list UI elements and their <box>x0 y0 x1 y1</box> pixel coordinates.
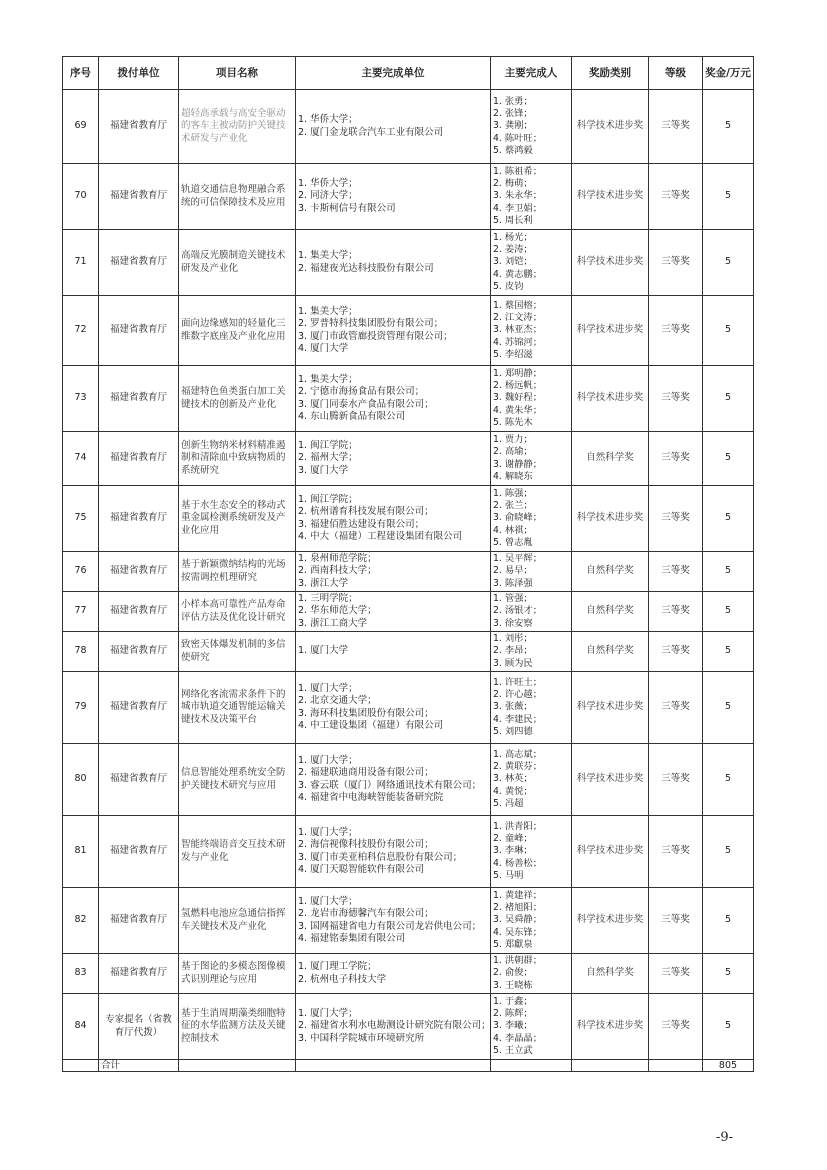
completing-people-line: 1. 郑明静； <box>493 368 543 380</box>
completing-people <box>491 672 572 744</box>
completing-people-line: 1. 高志斌； <box>493 749 543 761</box>
completing-people <box>491 994 572 1060</box>
completing-orgs-line: 4. 中大（福建）工程建设集团有限公司 <box>298 531 463 542</box>
completing-people-line: 2. 张锋； <box>493 108 533 120</box>
allocating-unit: 福建省教育厅 <box>99 954 179 994</box>
table-row <box>63 672 754 744</box>
total-empty-cell <box>649 1060 703 1072</box>
completing-orgs-line: 3. 海环科技集团股份有限公司； <box>298 707 434 719</box>
completing-orgs <box>296 552 491 592</box>
completing-people-line: 2. 陈辉； <box>493 1008 533 1020</box>
project-name: 基于图论的多模态图像模式识别理论与应用 <box>179 954 296 994</box>
completing-people-line: 4. 解晓东 <box>493 470 533 482</box>
total-empty-cell <box>572 1060 649 1072</box>
completing-people-line: 5. 李绍滋 <box>493 348 533 360</box>
project-name: 网络化客流需求条件下的城市轨道交通智能运输关键技术及决策平台 <box>179 672 296 744</box>
row-number: 71 <box>63 230 99 296</box>
completing-orgs <box>296 994 491 1060</box>
completing-orgs-line: 1. 厦门大学； <box>298 754 358 766</box>
completing-orgs-line: 2. 福州大学； <box>298 452 358 464</box>
completing-people <box>491 552 572 592</box>
award-grade: 三等奖 <box>649 432 703 486</box>
allocating-unit: 福建省教育厅 <box>99 486 179 552</box>
completing-people-line: 2. 俞俊； <box>493 967 533 979</box>
completing-people <box>491 954 572 994</box>
project-name: 轨道交通信息物理融合系统的可信保障技术及应用 <box>179 164 296 230</box>
bonus-amount: 5 <box>703 230 754 296</box>
completing-people-line: 5. 曾志胤 <box>493 536 533 548</box>
completing-orgs-line: 4. 东山腾新食品有限公司 <box>298 411 406 422</box>
completing-people-line: 2. 张兰； <box>493 500 533 512</box>
allocating-unit: 专家提名（省教育厅代拨） <box>99 994 179 1060</box>
table-row <box>63 230 754 296</box>
completing-orgs <box>296 632 491 672</box>
table-header-row <box>63 57 754 90</box>
completing-orgs-line: 1. 厦门理工学院； <box>298 961 377 972</box>
table-row <box>63 164 754 230</box>
header-award: 奖励类别 <box>572 57 649 90</box>
completing-orgs-line: 3. 厦门同泰水产食品有限公司； <box>298 398 434 410</box>
allocating-unit: 福建省教育厅 <box>99 744 179 816</box>
completing-people-line: 1. 管强； <box>493 593 533 605</box>
completing-people-line: 1. 洪朝群； <box>493 955 543 967</box>
completing-people-line: 5. 郑獻泉 <box>493 938 533 950</box>
bonus-amount: 5 <box>703 994 754 1060</box>
completing-people-line: 3. 张薇； <box>493 701 533 713</box>
completing-orgs-line: 3. 福建佰胜达建设有限公司； <box>298 518 425 530</box>
award-category: 科学技术进步奖 <box>572 230 649 296</box>
completing-orgs-line: 1. 华侨大学； <box>298 177 358 189</box>
completing-orgs-line: 2. 福建省水利水电勘测设计研究院有限公司； <box>298 1020 491 1032</box>
table-row <box>63 632 754 672</box>
header-orgs: 主要完成单位 <box>296 57 491 90</box>
completing-people-line: 1. 张勇； <box>493 96 533 108</box>
completing-orgs-line: 1. 华侨大学； <box>298 114 358 125</box>
completing-people-line: 5. 陈先木 <box>493 416 533 428</box>
completing-people-line: 1. 杨光； <box>493 232 533 244</box>
completing-people <box>491 230 572 296</box>
completing-people-line: 3. 刘铠； <box>493 256 533 268</box>
table-row <box>63 994 754 1060</box>
award-grade: 三等奖 <box>649 632 703 672</box>
completing-orgs-line: 1. 厦门大学 <box>298 645 349 657</box>
project-name: 信息智能处理系统安全防护关键技术研究与应用 <box>179 744 296 816</box>
completing-people-line: 1. 洪青阳； <box>493 821 543 833</box>
project-name: 福建特色鱼类蛋白加工关键技术的创新及产业化 <box>179 366 296 432</box>
table-row <box>63 954 754 994</box>
completing-orgs-line: 2. 宁德市海扬食品有限公司； <box>298 386 425 397</box>
completing-orgs-line: 4. 福建铭泰集团有限公司 <box>298 933 406 944</box>
completing-people-line: 4. 林祺； <box>493 524 533 536</box>
completing-people-line: 4. 吴东锋； <box>493 926 543 938</box>
completing-people-line: 5. 刘四德 <box>493 725 533 737</box>
header-project: 项目名称 <box>179 57 296 90</box>
allocating-unit: 福建省教育厅 <box>99 296 179 366</box>
completing-orgs-line: 4. 中工建设集团（福建）有限公司 <box>298 720 444 731</box>
total-empty-cell <box>296 1060 491 1072</box>
completing-orgs-line: 2. 华东师范大学； <box>298 605 377 617</box>
bonus-amount: 5 <box>703 744 754 816</box>
row-number: 83 <box>63 954 99 994</box>
project-name: 高端反光膜制造关键技术研发及产业化 <box>179 230 296 296</box>
table-row <box>63 888 754 954</box>
row-number: 81 <box>63 816 99 888</box>
header-bonus: 奖金/万元 <box>703 57 754 90</box>
completing-people-line: 1. 陈强； <box>493 488 533 500</box>
allocating-unit: 福建省教育厅 <box>99 592 179 632</box>
bonus-amount: 5 <box>703 888 754 954</box>
completing-people-line: 1. 黄建祥； <box>493 890 543 902</box>
project-name: 智能终端语音交互技术研发与产业化 <box>179 816 296 888</box>
header-people: 主要完成人 <box>491 57 572 90</box>
allocating-unit: 福建省教育厅 <box>99 366 179 432</box>
completing-orgs-line: 3. 厦门市政管廊投资管理有限公司； <box>298 330 453 342</box>
award-category: 自然科学奖 <box>572 552 649 592</box>
total-no-cell <box>63 1060 99 1072</box>
award-grade: 三等奖 <box>649 366 703 432</box>
award-category: 自然科学奖 <box>572 632 649 672</box>
completing-orgs-line: 1. 集美大学； <box>298 250 358 261</box>
completing-people-line: 1. 蔡国榕； <box>493 300 543 312</box>
bonus-amount: 5 <box>703 632 754 672</box>
project-name: 基于生消周期藻类细胞特征的水华监测方法及关键控制技术 <box>179 994 296 1060</box>
bonus-amount: 5 <box>703 954 754 994</box>
completing-orgs-line: 2. 海信视像科技股份有限公司； <box>298 839 434 850</box>
project-name: 致密天体爆发机制的多信使研究 <box>179 632 296 672</box>
award-category: 科学技术进步奖 <box>572 672 649 744</box>
completing-people-line: 4. 黄悦； <box>493 785 533 797</box>
completing-people-line: 2. 汤银才； <box>493 605 543 617</box>
header-unit: 拨付单位 <box>99 57 179 90</box>
award-grade: 三等奖 <box>649 816 703 888</box>
completing-people-line: 1. 刘彤； <box>493 633 533 645</box>
completing-people-line: 3. 俞晓峰； <box>493 512 543 524</box>
completing-people-line: 2. 童峰； <box>493 833 533 845</box>
row-number: 74 <box>63 432 99 486</box>
completing-people-line: 3. 林英； <box>493 773 533 785</box>
completing-people-line: 5. 王立武 <box>493 1044 533 1056</box>
award-category: 科学技术进步奖 <box>572 296 649 366</box>
awards-table <box>62 56 754 1072</box>
award-grade: 三等奖 <box>649 486 703 552</box>
completing-people-line: 3. 李琳； <box>493 845 533 857</box>
total-empty-cell <box>491 1060 572 1072</box>
completing-people-line: 5. 马明 <box>493 869 524 881</box>
award-grade: 三等奖 <box>649 888 703 954</box>
row-number: 72 <box>63 296 99 366</box>
completing-people <box>491 366 572 432</box>
completing-people-line: 2. 杨远帆； <box>493 380 543 392</box>
bonus-amount: 5 <box>703 592 754 632</box>
completing-orgs-line: 3. 卡斯柯信号有限公司 <box>298 202 396 214</box>
project-name: 面向边缘感知的轻量化三维数字底座及产业化应用 <box>179 296 296 366</box>
completing-orgs-line: 3. 厦门市美亚柏科信息股份有限公司； <box>298 851 463 863</box>
allocating-unit: 福建省教育厅 <box>99 888 179 954</box>
completing-people-line: 3. 李曦； <box>493 1020 533 1032</box>
bonus-amount: 5 <box>703 552 754 592</box>
completing-people-line: 4. 陈叶旺； <box>493 132 543 144</box>
award-grade: 三等奖 <box>649 994 703 1060</box>
completing-people-line: 2. 李昂； <box>493 645 533 657</box>
completing-people-line: 4. 李晶晶； <box>493 1032 543 1044</box>
completing-orgs-line: 2. 同济大学； <box>298 190 358 202</box>
award-category: 自然科学奖 <box>572 432 649 486</box>
project-name: 氢燃料电池应急通信指挥车关键技术及产业化 <box>179 888 296 954</box>
award-grade: 三等奖 <box>649 230 703 296</box>
completing-orgs-line: 4. 厦门天聪智能软件有限公司 <box>298 864 425 875</box>
completing-people <box>491 816 572 888</box>
completing-orgs-line: 1. 闽江学院； <box>298 493 358 505</box>
completing-orgs <box>296 230 491 296</box>
row-number: 73 <box>63 366 99 432</box>
completing-people-line: 5. 周长利 <box>493 214 533 226</box>
completing-people <box>491 164 572 230</box>
allocating-unit: 福建省教育厅 <box>99 632 179 672</box>
completing-people-line: 1. 贾力； <box>493 434 533 446</box>
award-category: 科学技术进步奖 <box>572 888 649 954</box>
completing-orgs-line: 3. 睿云联（厦门）网络通讯技术有限公司； <box>298 779 482 791</box>
completing-people <box>491 744 572 816</box>
allocating-unit: 福建省教育厅 <box>99 164 179 230</box>
row-number: 78 <box>63 632 99 672</box>
completing-people-line: 4. 李卫娟； <box>493 202 543 214</box>
row-number: 76 <box>63 552 99 592</box>
award-category: 自然科学奖 <box>572 592 649 632</box>
completing-people <box>491 592 572 632</box>
completing-orgs <box>296 816 491 888</box>
completing-orgs-line: 1. 泉州师范学院； <box>298 552 377 564</box>
bonus-amount: 5 <box>703 816 754 888</box>
table-row <box>63 432 754 486</box>
award-grade: 三等奖 <box>649 954 703 994</box>
completing-people-line: 3. 谢静静； <box>493 458 543 470</box>
row-number: 79 <box>63 672 99 744</box>
award-category: 科学技术进步奖 <box>572 994 649 1060</box>
bonus-amount: 5 <box>703 366 754 432</box>
award-grade: 三等奖 <box>649 672 703 744</box>
completing-orgs <box>296 486 491 552</box>
completing-people-line: 5. 蔡鸿毅 <box>493 144 533 156</box>
page-number: -9- <box>716 1130 734 1145</box>
bonus-amount: 5 <box>703 296 754 366</box>
completing-orgs-line: 1. 厦门大学； <box>298 1007 358 1019</box>
completing-people-line: 5. 皮钧 <box>493 280 524 292</box>
completing-people-line: 1. 许旺土； <box>493 677 543 689</box>
completing-orgs-line: 2. 杭州电子科技大学 <box>298 973 387 985</box>
total-empty-cell <box>179 1060 296 1072</box>
completing-orgs-line: 1. 厦门大学； <box>298 895 358 907</box>
completing-orgs-line: 1. 闽江学院； <box>298 439 358 451</box>
row-number: 70 <box>63 164 99 230</box>
header-no: 序号 <box>63 57 99 90</box>
row-number: 84 <box>63 994 99 1060</box>
table-row <box>63 592 754 632</box>
row-number: 82 <box>63 888 99 954</box>
total-value: 805 <box>703 1060 754 1072</box>
completing-people-line: 1. 于鑫； <box>493 996 533 1008</box>
completing-people-line: 3. 吴舜静； <box>493 914 543 926</box>
completing-orgs <box>296 744 491 816</box>
award-grade: 三等奖 <box>649 552 703 592</box>
completing-orgs-line: 1. 集美大学； <box>298 373 358 385</box>
award-category: 科学技术进步奖 <box>572 366 649 432</box>
header-grade: 等级 <box>649 57 703 90</box>
project-name: 小样本高可靠性产品寿命评估方法及优化设计研究 <box>179 592 296 632</box>
allocating-unit: 福建省教育厅 <box>99 672 179 744</box>
completing-people-line: 3. 王晓栋 <box>493 979 533 991</box>
table-row <box>63 366 754 432</box>
completing-people <box>491 432 572 486</box>
completing-orgs-line: 1. 厦门大学； <box>298 826 358 838</box>
completing-orgs-line: 2. 福建夜光达科技股份有限公司 <box>298 262 434 274</box>
completing-people-line: 2. 易早； <box>493 565 533 577</box>
total-label: 合计 <box>99 1060 179 1072</box>
completing-orgs <box>296 164 491 230</box>
completing-people <box>491 90 572 164</box>
completing-people-line: 3. 顾为民 <box>493 657 533 669</box>
award-category: 科学技术进步奖 <box>572 486 649 552</box>
completing-orgs <box>296 296 491 366</box>
completing-people-line: 2. 褚旭阳； <box>493 902 543 914</box>
completing-people-line: 3. 林亚杰； <box>493 324 543 336</box>
completing-orgs-line: 1. 厦门大学； <box>298 682 358 694</box>
bonus-amount: 5 <box>703 486 754 552</box>
table-row <box>63 744 754 816</box>
allocating-unit: 福建省教育厅 <box>99 90 179 164</box>
completing-orgs-line: 4. 福建省中电海峡智能装备研究院 <box>298 792 444 803</box>
completing-people <box>491 888 572 954</box>
row-number: 75 <box>63 486 99 552</box>
completing-people-line: 3. 魏好程； <box>493 392 543 404</box>
table-row <box>63 90 754 164</box>
completing-people-line: 2. 许心越； <box>493 689 543 701</box>
row-number: 69 <box>63 90 99 164</box>
total-row <box>63 1060 754 1072</box>
completing-orgs <box>296 366 491 432</box>
bonus-amount: 5 <box>703 164 754 230</box>
project-name: 超轻高承载与高安全驱动的客车主被动防护关键技术研发与产业化 <box>179 90 296 164</box>
completing-orgs-line: 2. 罗普特科技集团股份有限公司； <box>298 318 444 329</box>
completing-orgs <box>296 672 491 744</box>
completing-people <box>491 296 572 366</box>
table-row <box>63 816 754 888</box>
completing-people-line: 4. 黄志鹏； <box>493 268 543 280</box>
row-number: 80 <box>63 744 99 816</box>
bonus-amount: 5 <box>703 672 754 744</box>
completing-orgs-line: 3. 中国科学院城市环境研究所 <box>298 1032 425 1044</box>
completing-orgs-line: 2. 西南科技大学； <box>298 565 377 577</box>
bonus-amount: 5 <box>703 432 754 486</box>
allocating-unit: 福建省教育厅 <box>99 432 179 486</box>
completing-people-line: 3. 陈泽强 <box>493 577 533 589</box>
allocating-unit: 福建省教育厅 <box>99 816 179 888</box>
table-row <box>63 296 754 366</box>
completing-orgs-line: 1. 三明学院； <box>298 592 358 604</box>
table-row <box>63 552 754 592</box>
award-category: 科学技术进步奖 <box>572 90 649 164</box>
completing-people-line: 2. 黄联芬； <box>493 761 543 773</box>
completing-orgs-line: 3. 国网福建省电力有限公司龙岩供电公司； <box>298 920 482 932</box>
completing-people-line: 2. 梅萌； <box>493 178 533 190</box>
completing-orgs-line: 3. 浙江大学 <box>298 577 349 589</box>
completing-people <box>491 486 572 552</box>
award-grade: 三等奖 <box>649 164 703 230</box>
completing-people-line: 1. 陈祖希； <box>493 166 543 178</box>
completing-orgs-line: 1. 集美大学； <box>298 305 358 317</box>
completing-orgs <box>296 888 491 954</box>
award-category: 科学技术进步奖 <box>572 816 649 888</box>
completing-people-line: 2. 姜涛； <box>493 244 533 256</box>
allocating-unit: 福建省教育厅 <box>99 230 179 296</box>
bonus-amount: 5 <box>703 90 754 164</box>
completing-orgs-line: 2. 福建联迪商用设备有限公司； <box>298 767 434 778</box>
project-name: 基于新颖微纳结构的光场按需调控机理研究 <box>179 552 296 592</box>
completing-people <box>491 632 572 672</box>
completing-people-line: 2. 高瑜； <box>493 446 533 458</box>
completing-orgs-line: 3. 厦门大学 <box>298 464 349 476</box>
award-category: 科学技术进步奖 <box>572 164 649 230</box>
table-row <box>63 486 754 552</box>
completing-people-line: 4. 苏锦河； <box>493 336 543 348</box>
completing-orgs <box>296 432 491 486</box>
completing-people-line: 3. 龚刚； <box>493 120 533 132</box>
completing-orgs <box>296 592 491 632</box>
row-number: 77 <box>63 592 99 632</box>
award-grade: 三等奖 <box>649 592 703 632</box>
award-category: 科学技术进步奖 <box>572 744 649 816</box>
completing-orgs-line: 2. 杭州谱育科技发展有限公司； <box>298 506 434 517</box>
completing-orgs-line: 4. 厦门大学 <box>298 343 349 354</box>
completing-orgs <box>296 954 491 994</box>
completing-people-line: 1. 吴平辉； <box>493 553 543 565</box>
award-grade: 三等奖 <box>649 296 703 366</box>
completing-orgs <box>296 90 491 164</box>
completing-people-line: 2. 江文涛； <box>493 312 543 324</box>
project-name: 基于水生态安全的移动式重金属检测系统研发及产业化应用 <box>179 486 296 552</box>
completing-people-line: 4. 李建民； <box>493 713 543 725</box>
project-name: 创新生物纳米材料精准遏制和清除血中致病物质的系统研究 <box>179 432 296 486</box>
completing-people-line: 3. 徐安察 <box>493 617 533 629</box>
completing-people-line: 3. 朱永华； <box>493 190 543 202</box>
award-grade: 三等奖 <box>649 90 703 164</box>
allocating-unit: 福建省教育厅 <box>99 552 179 592</box>
completing-people-line: 5. 冯超 <box>493 797 524 809</box>
completing-people-line: 4. 杨善松； <box>493 857 543 869</box>
completing-orgs-line: 2. 北京交通大学； <box>298 695 377 706</box>
completing-orgs-line: 2. 龙岩市海德馨汽车有限公司； <box>298 908 434 919</box>
award-grade: 三等奖 <box>649 744 703 816</box>
completing-orgs-line: 3. 浙江工商大学 <box>298 617 368 629</box>
completing-people-line: 4. 黄朱华； <box>493 404 543 416</box>
completing-orgs-line: 2. 厦门金龙联合汽车工业有限公司 <box>298 126 444 138</box>
award-category: 自然科学奖 <box>572 954 649 994</box>
